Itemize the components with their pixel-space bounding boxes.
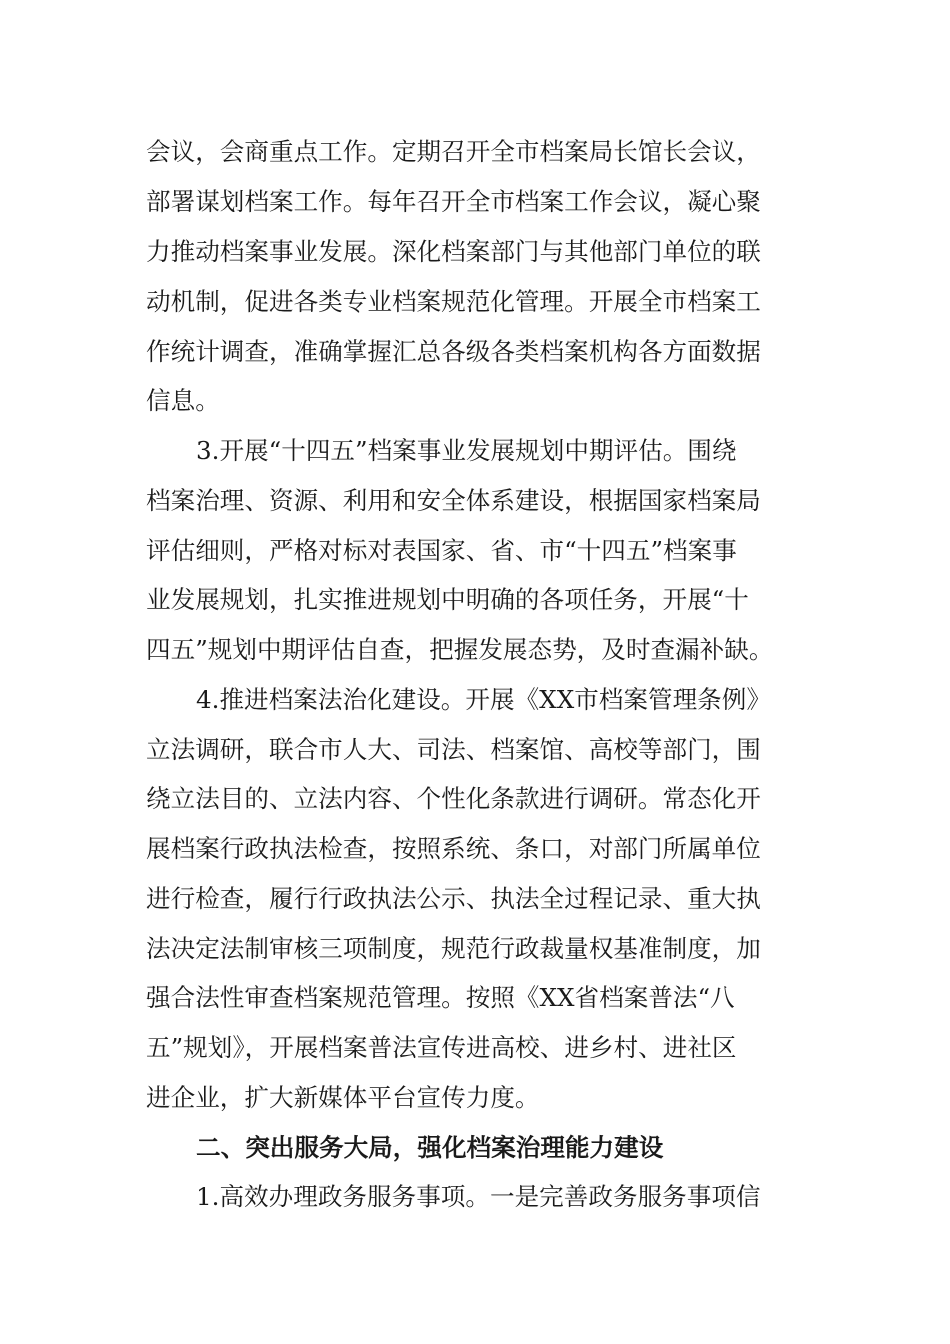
body-line: 进企业，扩大新媒体平台宣传力度。	[146, 1083, 540, 1112]
body-line: 业发展规划，扎实推进规划中明确的各项任务，开展“十	[146, 585, 749, 614]
body-line: 力推动档案事业发展。深化档案部门与其他部门单位的联	[146, 237, 761, 266]
body-line: 四五”规划中期评估自查，把握发展态势，及时查漏补缺。	[146, 635, 774, 664]
paragraph-start-line: 3.开展“十四五”档案事业发展规划中期评估。围绕	[196, 436, 737, 465]
body-line: 信息。	[146, 386, 220, 415]
body-line: 部署谋划档案工作。每年召开全市档案工作会议，凝心聚	[146, 187, 761, 216]
body-line: 档案治理、资源、利用和安全体系建设，根据国家档案局	[146, 486, 761, 515]
paragraph-start-line: 4.推进档案法治化建设。开展《XX市档案管理条例》	[196, 685, 771, 714]
body-line: 作统计调查，准确掌握汇总各级各类档案机构各方面数据	[146, 337, 761, 366]
body-line: 展档案行政执法检查，按照系统、条口，对部门所属单位	[146, 834, 761, 863]
body-line: 五”规划》，开展档案普法宣传进高校、进乡村、进社区	[146, 1033, 737, 1062]
paragraph-start-line: 1.高效办理政务服务事项。一是完善政务服务事项信	[196, 1182, 761, 1211]
body-line: 法决定法制审核三项制度，规范行政裁量权基准制度，加	[146, 934, 761, 963]
body-line: 动机制，促进各类专业档案规范化管理。开展全市档案工	[146, 287, 761, 316]
body-line: 立法调研，联合市人大、司法、档案馆、高校等部门，围	[146, 735, 761, 764]
body-line: 绕立法目的、立法内容、个性化条款进行调研。常态化开	[146, 784, 761, 813]
body-line: 会议，会商重点工作。定期召开全市档案局长馆长会议，	[146, 137, 761, 166]
body-line: 进行检查，履行行政执法公示、执法全过程记录、重大执	[146, 884, 761, 913]
section-heading: 二、突出服务大局，强化档案治理能力建设	[196, 1133, 664, 1162]
body-line: 评估细则，严格对标对表国家、省、市“十四五”档案事	[146, 536, 737, 565]
body-line: 强合法性审查档案规范管理。按照《XX省档案普法“八	[146, 983, 735, 1012]
